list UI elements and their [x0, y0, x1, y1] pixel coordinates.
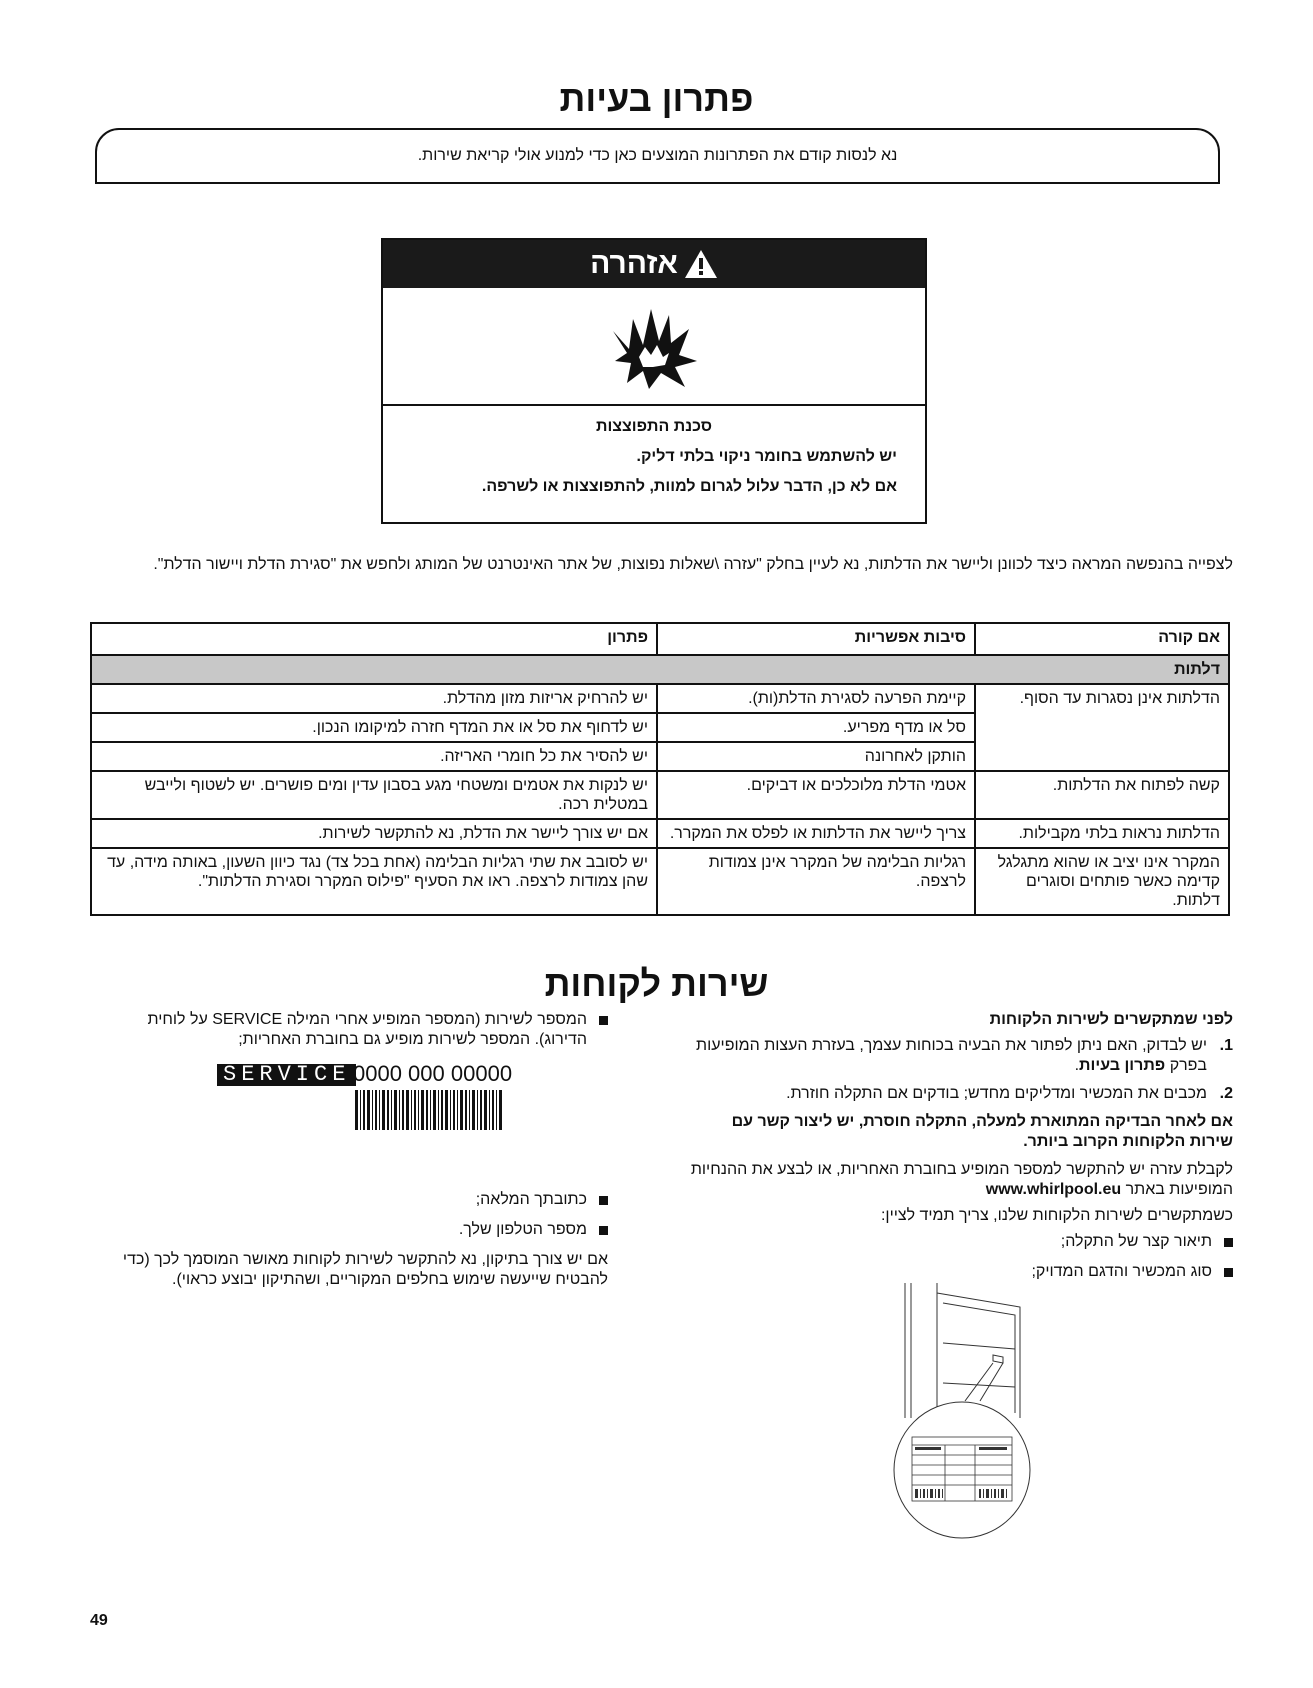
- bullet-icon: [1224, 1268, 1233, 1277]
- service-number-list: [95, 1010, 608, 1050]
- warning-title: אזהרה: [590, 247, 678, 280]
- table-row: [91, 684, 1229, 713]
- solution-cell: יש לסובב את שתי רגליות הבלימה (אחת בכל צד) נגד כיוון השעון, באותה מידה, עד שהן צמודות לרצפה. ראו את הסעיף "פילוס המקרר וסגירת הדלתות".: [91, 848, 657, 915]
- warning-line-consequence: אם לא כן, הדבר עלול לגרום למוות, להתפוצצות או לשרפה.: [481, 478, 897, 495]
- help-text: לקבלת עזרה יש להתקשר למספר המופיע בחוברת האחריות, או לבצע את ההנחיות המופיעות באתר www.whirlpool.eu: [690, 1161, 1233, 1198]
- contact-details-list: [95, 1190, 608, 1240]
- before-calling-column: [690, 1010, 1233, 1292]
- solution-cell: יש להרחיק אריזות מזון מהדלת.: [91, 684, 657, 713]
- table-row: [91, 771, 1229, 819]
- warning-pic: [383, 288, 925, 406]
- door-animation-note: לצפייה בהנפשה המראה כיצד לכוונן וליישר את הדלתות, נא לעיין בחלק "עזרה \שאלות נפוצות, של אתר האינטרנט של המותג ולחפש את "סגירת הדלת ויישור הדלת".: [153, 556, 1233, 573]
- troubleshooting-reference: פתרון בעיות: [1079, 1057, 1166, 1074]
- before-calling-heading: לפני שמתקשרים לשירות הלקוחות: [989, 1011, 1233, 1028]
- step-number: 1.: [1219, 1037, 1233, 1054]
- contact-service-notice: אם לאחר הבדיקה המתוארת למעלה, התקלה חוסרת, יש ליצור קשר עם שירות הלקוחות הקרוב ביותר.: [731, 1113, 1233, 1150]
- cause-cell: הותקן לאחרונה: [657, 742, 975, 771]
- service-label: SERVICE: [217, 1064, 356, 1086]
- bullet-icon: [599, 1016, 608, 1025]
- step-text: יש לבדוק, האם ניתן לפתור את הבעיה בכוחות עצמך, בעזרת העצות המופיעות בפרק פתרון בעיות.: [696, 1037, 1207, 1074]
- repair-note: אם יש צורך בתיקון, נא להתקשר לשירות לקוחות מאושר המוסמך לכך (כדי להבטיח שייעשה שימוש בחלפים המקוריים, ושהתיקון יבוצע כראוי).: [122, 1251, 608, 1288]
- header-problem: אם קורה: [975, 623, 1229, 655]
- list-item: כתובתך המלאה;: [95, 1190, 608, 1210]
- warning-line-instruction: יש להשתמש בחומר ניקוי בלתי דליק.: [636, 448, 897, 465]
- table-header-row: [91, 623, 1229, 655]
- cause-cell: צריך ליישר את הדלתות או לפלס את המקרר.: [657, 819, 975, 848]
- list-item: [690, 1036, 1233, 1076]
- cause-cell: קיימת הפרעה לסגירת הדלת(ות).: [657, 684, 975, 713]
- warning-header: [383, 240, 925, 288]
- intro-text: נא לנסות קודם את הפתרונות המוצעים כאן כדי למנוע אולי קריאת שירות.: [417, 147, 898, 164]
- service-label-graphic: [95, 1061, 608, 1174]
- problem-cell: הדלתות אינן נסגרות עד הסוף.: [975, 684, 1229, 771]
- list-item: מספר הטלפון שלך.: [95, 1220, 608, 1240]
- table-section-row: [91, 655, 1229, 684]
- intro-box: [95, 128, 1220, 184]
- problem-cell: הדלתות נראות בלתי מקבילות.: [975, 819, 1229, 848]
- list-item: תיאור קצר של התקלה;: [690, 1232, 1233, 1252]
- rating-plate-illustration: [875, 1283, 1050, 1543]
- solution-cell: יש להסיר את כל חומרי האריזה.: [91, 742, 657, 771]
- mention-text: כשמתקשרים לשירות הלקוחות שלנו, צריך תמיד לציין:: [880, 1207, 1233, 1224]
- list-item: המספר לשירות (המספר המופיע אחרי המילה SERVICE על לוחית הדירוג). המספר לשירות מופיע גם בחוברת האחריות;: [95, 1010, 608, 1050]
- header-cause: סיבות אפשריות: [657, 623, 975, 655]
- step-number: 2.: [1219, 1085, 1233, 1102]
- service-details-column: [95, 1010, 608, 1306]
- bullet-icon: [599, 1226, 608, 1235]
- warning-line-hazard: סכנת התפוצצות: [595, 418, 713, 435]
- solution-cell: אם יש צורך ליישר את הדלת, נא להתקשר לשירות.: [91, 819, 657, 848]
- troubleshooting-table: [90, 622, 1230, 916]
- bullet-icon: [599, 1196, 608, 1205]
- problem-cell: המקרר אינו יציב או שהוא מתגלגל קדימה כאשר פותחים וסוגרים דלתות.: [975, 848, 1229, 915]
- customer-service-title: שירות לקוחות: [544, 963, 769, 1004]
- barcode-icon: [355, 1090, 505, 1130]
- page-title: פתרון בעיות: [559, 78, 754, 119]
- list-item: [690, 1084, 1233, 1104]
- problem-cell: קשה לפתוח את הדלתות.: [975, 771, 1229, 819]
- step-text: מכבים את המכשיר ומדליקים מחדש; בודקים אם התקלה חוזרת.: [786, 1085, 1207, 1102]
- website-link[interactable]: www.whirlpool.eu: [985, 1181, 1122, 1198]
- header-solution: פתרון: [91, 623, 657, 655]
- section-doors: דלתות: [91, 655, 1229, 684]
- warning-text: [383, 406, 925, 496]
- service-number: 0000 000 00000: [353, 1061, 513, 1086]
- solution-cell: יש לדחוף את סל או את המדף חזרה למיקומו הנכון.: [91, 713, 657, 742]
- bullet-icon: [1224, 1238, 1233, 1247]
- warning-triangle-icon: [684, 249, 718, 279]
- steps-list: [690, 1036, 1233, 1104]
- table-row: [91, 848, 1229, 915]
- cause-cell: סל או מדף מפריע.: [657, 713, 975, 742]
- page-number: 49: [90, 1612, 108, 1629]
- warning-box: [381, 238, 927, 524]
- explosion-icon: [609, 301, 699, 391]
- cause-cell: אטמי הדלת מלוכלכים או דביקים.: [657, 771, 975, 819]
- table-row: [91, 819, 1229, 848]
- cause-cell: רגליות הבלימה של המקרר אינן צמודות לרצפה.: [657, 848, 975, 915]
- mention-list: [690, 1232, 1233, 1282]
- solution-cell: יש לנקות את אטמים ומשטחי מגע בסבון עדין ומים פושרים. יש לשטוף ולייבש במטלית רכה.: [91, 771, 657, 819]
- list-item: סוג המכשיר והדגם המדויק;: [690, 1262, 1233, 1282]
